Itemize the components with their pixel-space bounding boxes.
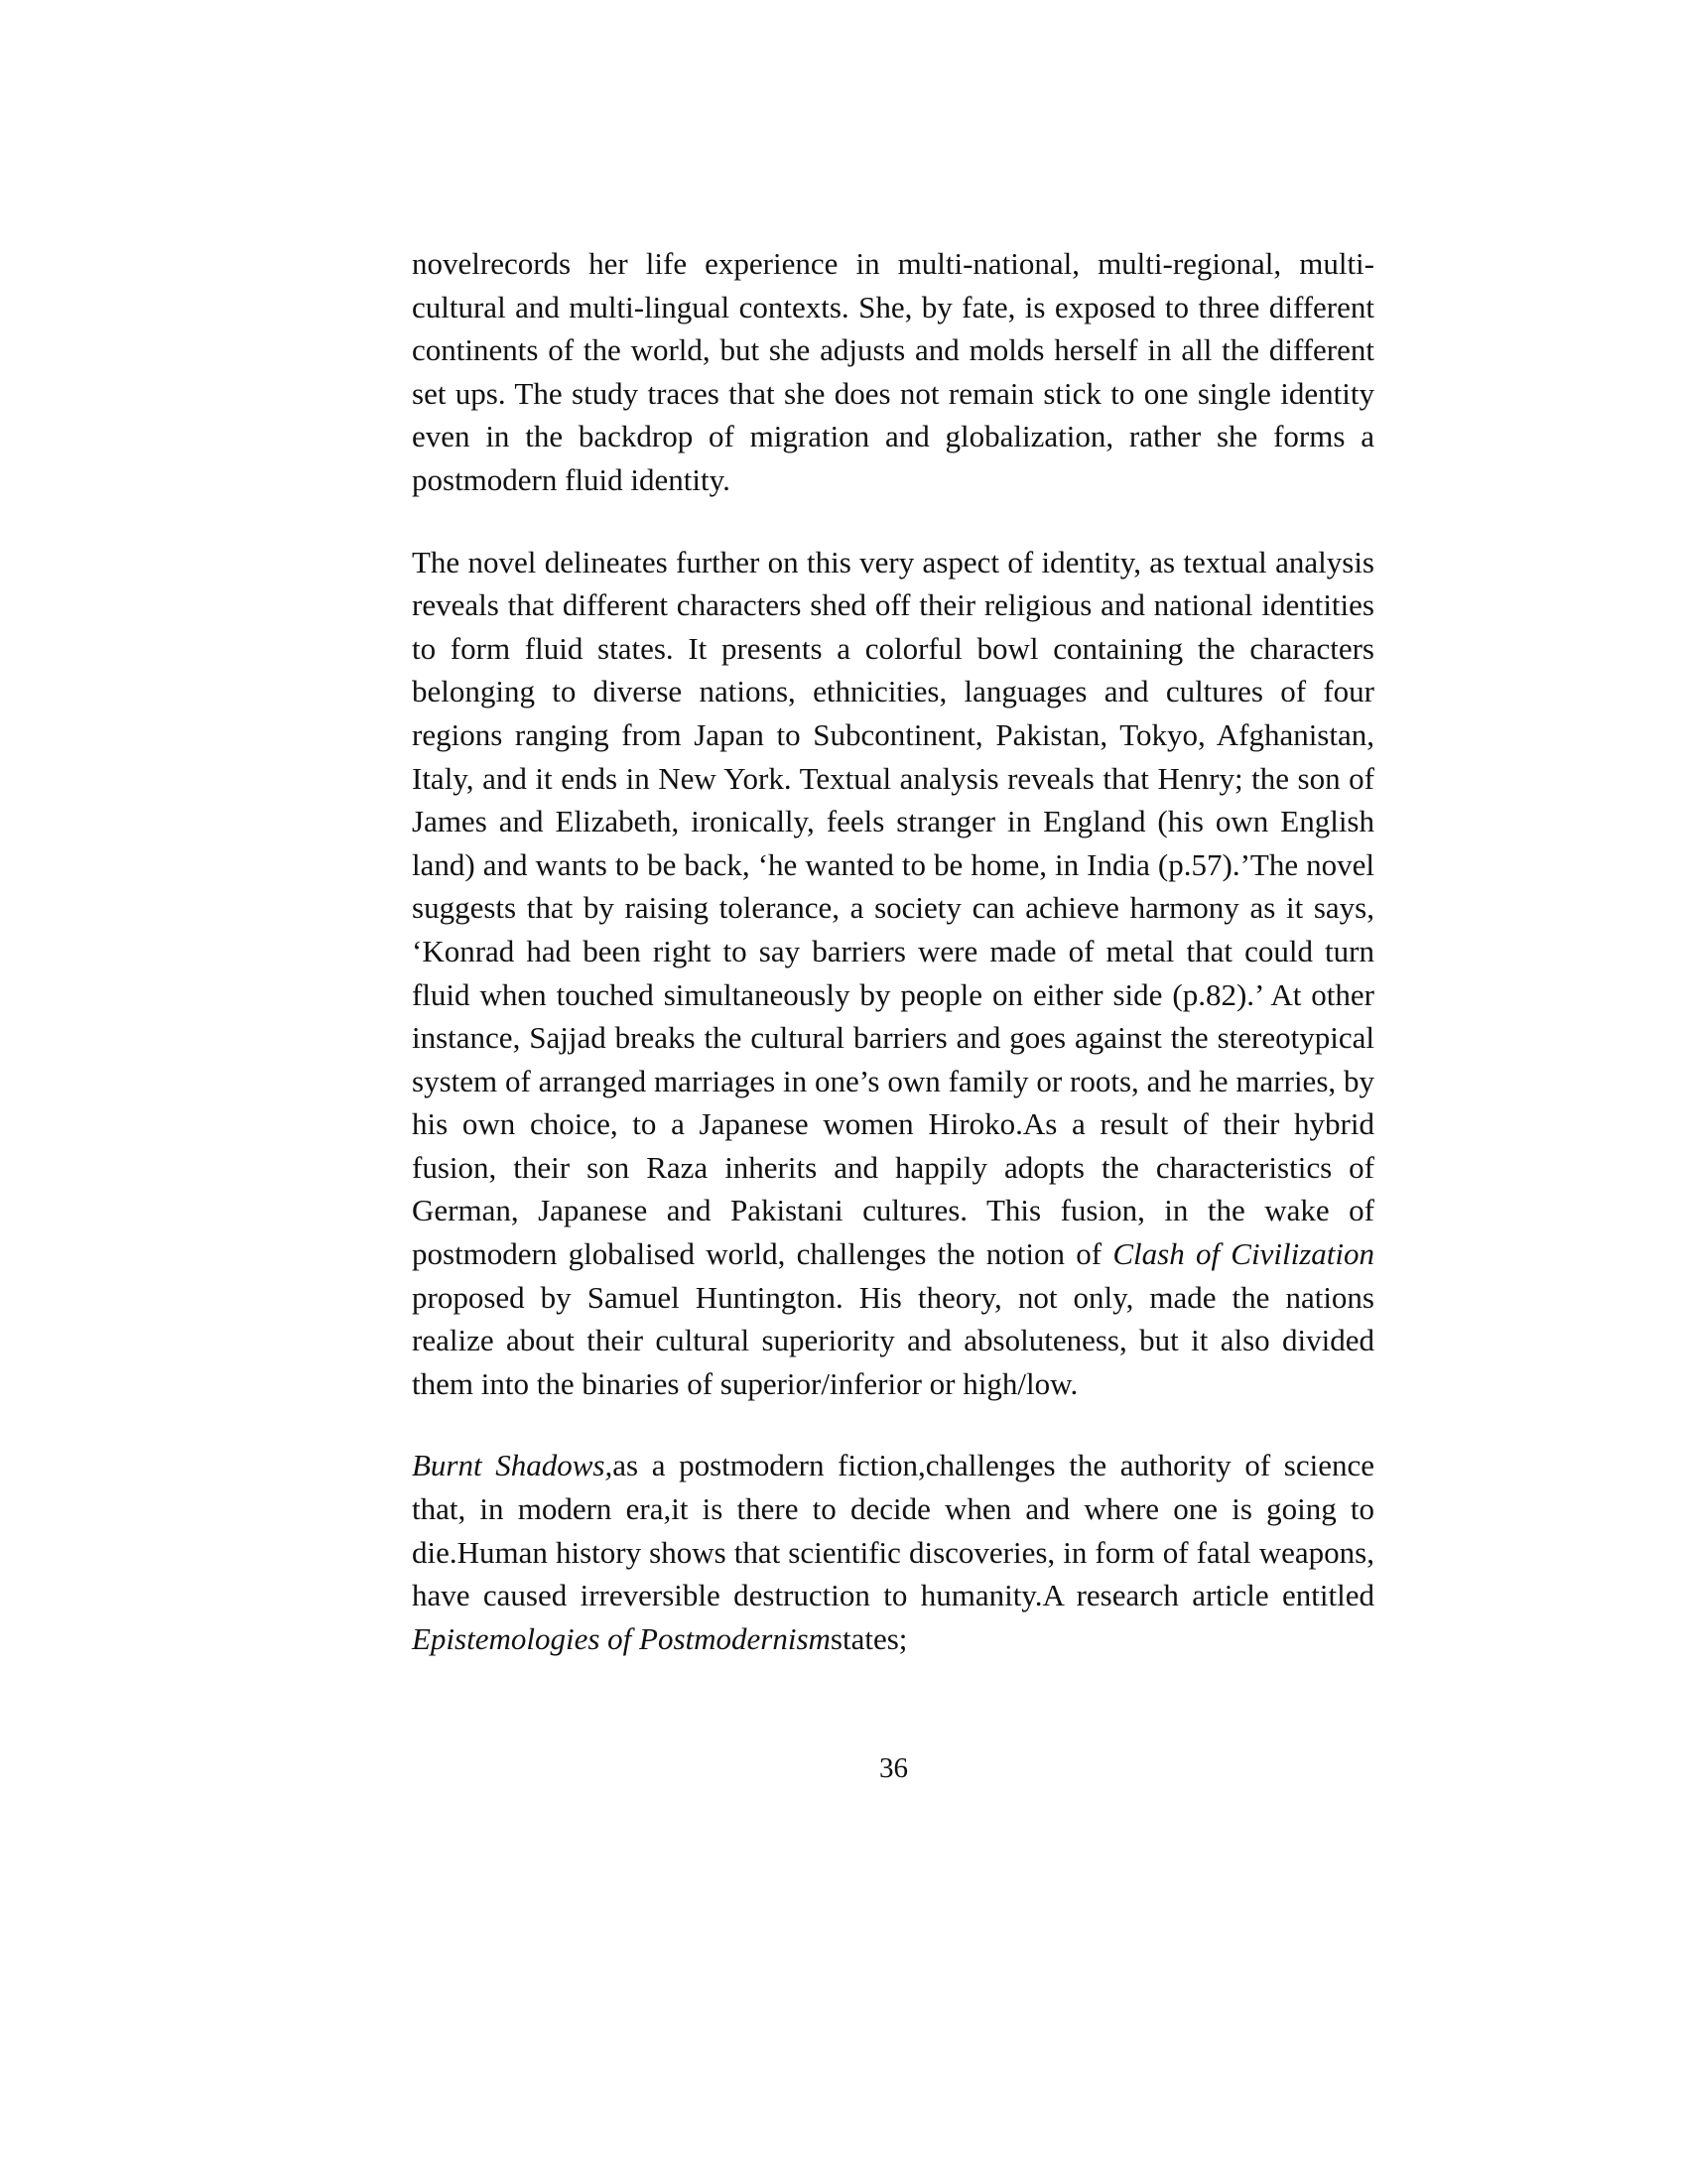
paragraph-3 xyxy=(412,1444,1374,1660)
book-title-italic: Clash of Civilization xyxy=(1112,1236,1374,1272)
text-segment: as a postmodern fiction,challenges the authority of science that, in modern era,it is there to decide when and where one is going to die.Human history shows that scientific discoveries, in form of fatal weapons, have caused irreversible destruction to humanity.A research article entitled xyxy=(412,1448,1374,1613)
paragraph-1 xyxy=(412,242,1374,502)
article-title-italic: Epistemologies of Postmodernism xyxy=(412,1620,831,1656)
text-segment: novelrecords her life experience in multi-national, multi-regional, multi-cultural and multi-lingual contexts. She, by fate, is exposed to three different continents of the world, but she adjusts and molds herself in all the different set ups. The study traces that she does not remain stick to one single identity even in the backdrop of migration and globalization, rather she forms a postmodern fluid identity. xyxy=(412,246,1374,497)
text-segment: proposed by Samuel Huntington. His theory, not only, made the nations realize about their cultural superiority and absoluteness, but it also divided them into the binaries of superior/inferior or high/low. xyxy=(412,1279,1374,1401)
text-segment: states; xyxy=(830,1620,908,1656)
text-segment: The novel delineates further on this very aspect of identity, as textual analysis reveals that different characters shed off their religious and national identities to form fluid states. It presents a colorful bowl containing the characters belonging to diverse nations, ethnicities, languages and cultures of four regions ranging from Japan to Subcontinent, Pakistan, Tokyo, Afghanistan, Italy, and it ends in New York. Textual analysis reveals that Henry; the son of James and Elizabeth, ironically, feels stranger in England (his own English land) and wants to be back, ‘he wanted to be home, in India (p.57).’The novel suggests that by raising tolerance, a society can achieve harmony as it says, ‘Konrad had been right to say barriers were made of metal that could turn fluid when touched simultaneously by people on either side (p.82).’ At other instance, Sajjad breaks the cultural barriers and goes against the stereotypical system of arranged marriages in one’s own family or roots, and he marries, by his own choice, to a Japanese women Hiroko.As a result of their hybrid fusion, their son Raza inherits and happily adopts the characteristics of German, Japanese and Pakistani cultures. This fusion, in the wake of postmodern globalised world, challenges the notion of xyxy=(412,544,1374,1272)
page-number: 36 xyxy=(879,1752,908,1784)
paragraph-2 xyxy=(412,541,1374,1406)
book-title-italic: Burnt Shadows, xyxy=(412,1448,613,1483)
body-text xyxy=(412,242,1374,1699)
